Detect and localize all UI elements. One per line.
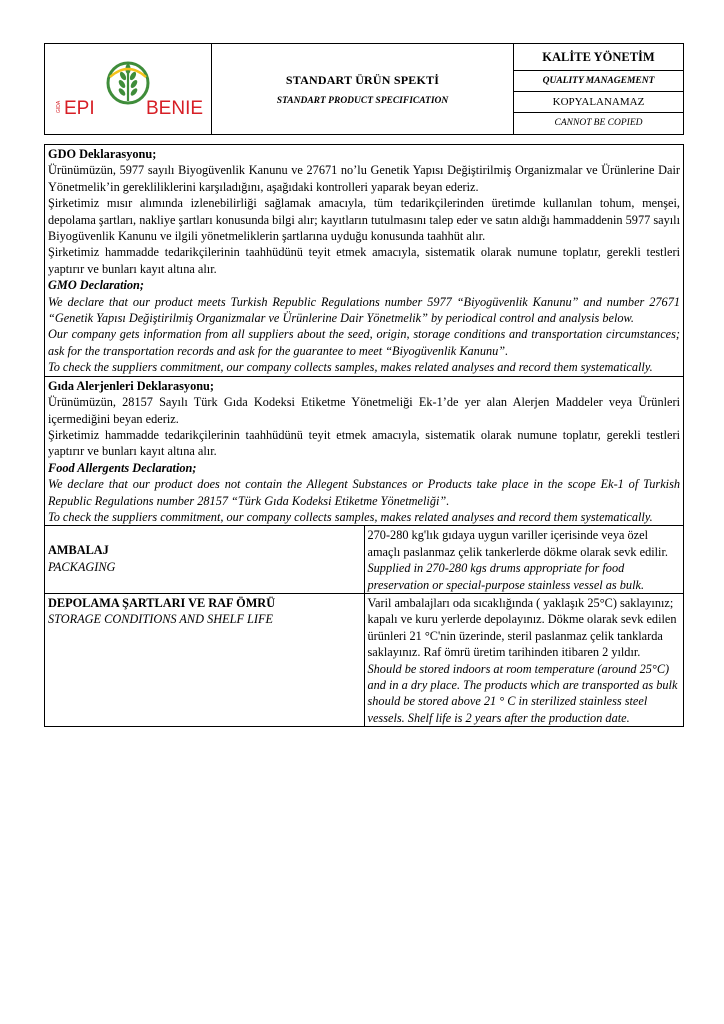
packaging-text-en: Supplied in 270-280 kgs drums appropriate for food preservation or special-purpose stainless vessel as bulk. — [367, 561, 645, 592]
gmo-paragraph-en: Our company gets information from all suppliers about the seed, origin, storage conditions and transportation circumstances; ask for the transportation records and ask for the guarantee to meet “Biyogüvenlik Kanunu”. — [48, 327, 680, 358]
copy-notice-en: CANNOT BE COPIED — [554, 118, 643, 128]
allergen-paragraph-en: To check the suppliers commitment, our company collects samples, makes related analyses and record them systematically. — [48, 509, 653, 524]
gmo-paragraph: Şirketimiz hammadde tedarikçilerinin taahhüdünü teyit etmek amacıyla, sistematik olarak numune toplatır, gerekli testleri yaptırır ve bunları kayıt altına alır. — [48, 245, 680, 276]
allergen-title-en: Food Allergents Declaration; — [48, 460, 197, 475]
allergen-paragraph: Şirketimiz hammadde tedarikçilerinin taahhüdünü teyit etmek amacıyla, sistematik olarak numune toplatır, gerekli testleri yaptırır ve bunları kayıt altına alır. — [48, 427, 680, 459]
packaging-label-tr: AMBALAJ — [48, 543, 109, 558]
allergen-title-tr: Gıda Alerjenleri Deklarasyonu; — [48, 378, 214, 393]
packaging-text-tr: 270-280 kg'lık gıdaya uygun variller içerisinde veya özel amaçlı paslanmaz çelik tankerlerde dökme olarak sevk edilir. — [367, 528, 668, 559]
gmo-title-en: GMO Declaration; — [48, 278, 144, 293]
storage-label-tr: DEPOLAMA ŞARTLARI VE RAF ÖMRÜ — [48, 595, 276, 610]
storage-text-en: Should be stored indoors at room temperature (around 25°C) and in a dry place. The products which are transported as bulk should be stored above 21 ° C in sterilized stainless steel vessels. Shelf life is 2 years after the production date. — [367, 661, 678, 725]
quality-cell — [514, 44, 684, 135]
title-cell — [212, 44, 514, 135]
logo-text-left: EPI — [64, 97, 95, 117]
packaging-row — [45, 526, 684, 594]
company-logo — [48, 57, 208, 117]
document-header — [44, 43, 684, 135]
specification-table — [44, 144, 684, 727]
spec-title-en: STANDART PRODUCT SPECIFICATION — [276, 95, 449, 106]
logo-text-right: BENIE — [146, 97, 204, 117]
gmo-paragraph-en: To check the suppliers commitment, our company collects samples, makes related analyses and record them systematically. — [48, 360, 653, 375]
logo-small-text: GIDA — [56, 100, 62, 113]
gmo-section — [45, 145, 684, 377]
storage-label-cell — [45, 593, 365, 726]
storage-label-en: STORAGE CONDITIONS AND SHELF LIFE — [48, 612, 274, 627]
allergen-paragraph-en: We declare that our product does not contain the Allegent Substances or Products take place in the scope Ek-1 of Turkish Republic Regulations number 28157 “Türk Gıda Kodeksi Etiketme Yönetmeliği”. — [48, 477, 680, 508]
spec-title-tr: STANDART ÜRÜN SPEKTİ — [285, 72, 440, 87]
allergen-section — [45, 376, 684, 526]
gmo-title-tr: GDO Deklarasyonu; — [48, 147, 157, 161]
storage-text-tr: Varil ambalajları oda sıcaklığında ( yaklaşık 25°C) saklayınız; kapalı ve kuru yerlerde depolayınız. Dökme olarak sevk edilen ürünleri 21 °C'nin üzerinde, steril paslanmaz çelik tanklarda saklayınız. Raf ömrü üretim tarihinden itibaren 2 yıldır. — [367, 595, 677, 660]
packaging-label-en: PACKAGING — [48, 559, 116, 574]
logo-cell — [45, 44, 212, 135]
packaging-value-cell — [364, 526, 684, 594]
storage-value-cell — [364, 593, 684, 726]
gmo-paragraph: Şirketimiz mısır alımında izlenebilirliği sağlamak amacıyla, tüm tedarikçilerinden üretimde kullanılan tohum, menşei, depolama şartları, nakliye şartları konusunda bilgi alır; kayıtların tutulmasını talep eder ve satın aldığı hammaddenin 5977 sayılı Biyogüvenlik Kanunu ve ilgili yönetmeliklerin şartlarına uyduğu konusunda taahhüt alır. — [48, 196, 680, 244]
allergen-paragraph: Ürünümüzün, 28157 Sayılı Türk Gıda Kodeksi Etiketme Yönetmeliği Ek-1’de yer alan Alerjen Maddeler veya Ürünleri içermediğini beyan ederiz. — [48, 395, 680, 426]
packaging-label-cell — [45, 526, 365, 594]
quality-title-tr: KALİTE YÖNETİM — [514, 44, 683, 71]
gmo-paragraph-en: We declare that our product meets Turkish Republic Regulations number 5977 “Biyogüvenlik Kanunu” and number 27671 “Genetik Yapısı Değiştirilmiş Organizmalar ve Ürünlerine Dair Yönetmelik” by periodical control and analysis below. — [48, 294, 680, 326]
storage-row — [45, 593, 684, 726]
gmo-paragraph: Ürünümüzün, 5977 sayılı Biyogüvenlik Kanunu ve 27671 no’lu Genetik Yapısı Değiştirilmiş Organizmalar ve Ürünlerine Dair Yönetmelik’in gerekliliklerini karşıladığını, aşağıdaki kontrolleri yaparak beyan ederiz. — [48, 163, 680, 194]
copy-notice-tr: KOPYALANAMAZ — [514, 92, 683, 113]
quality-title-en: QUALITY MANAGEMENT — [514, 71, 683, 92]
